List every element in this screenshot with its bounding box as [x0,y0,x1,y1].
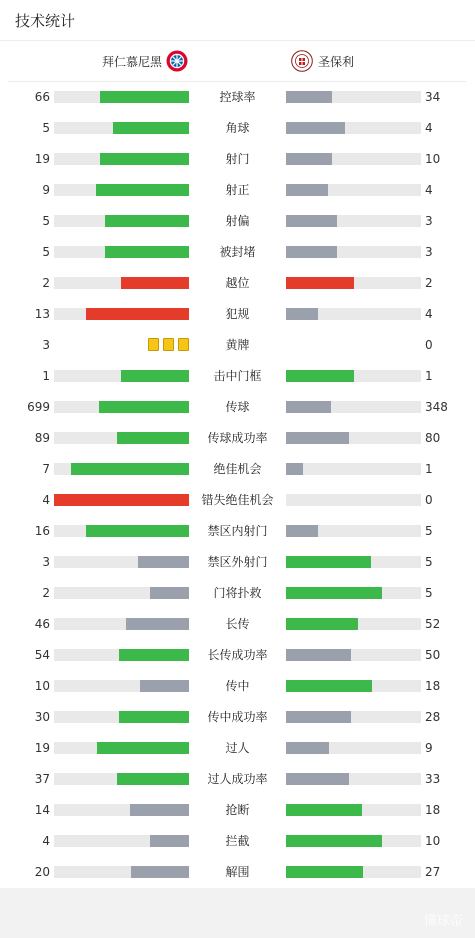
divider [0,40,475,41]
away-value: 0 [425,338,433,352]
home-bar-fill [117,432,189,444]
stat-label: 错失绝佳机会 [201,493,274,507]
home-value: 14 [34,803,50,817]
away-value: 5 [425,524,433,538]
away-bar-track [286,153,421,165]
away-bar-fill [286,308,318,320]
stat-label: 射门 [225,152,250,166]
away-value: 1 [425,462,433,476]
away-bar-track [286,866,421,878]
home-bar-fill [119,711,189,723]
away-bar-fill [286,370,354,382]
away-value: 34 [425,90,441,104]
yellow-card-icon [148,338,159,351]
stat-label: 角球 [225,121,250,135]
stat-label: 控球率 [219,90,256,104]
stat-label: 解围 [225,865,250,879]
yellow-card-icon [178,338,189,351]
away-value: 52 [425,617,441,631]
stat-label: 犯规 [225,307,250,321]
home-value: 13 [34,307,50,321]
home-bar-track [54,866,189,878]
stat-row [0,862,475,882]
home-bar-fill [97,742,189,754]
stat-label: 击中门框 [213,369,262,383]
away-bar-fill [286,680,372,692]
home-bar-track [54,494,189,506]
away-value: 9 [425,741,433,755]
home-bar-track [54,525,189,537]
home-bar-track [54,401,189,413]
away-bar-track [286,463,421,475]
away-bar-fill [286,649,351,661]
home-bar-fill [100,91,189,103]
home-bar-track [54,587,189,599]
home-bar-fill [138,556,189,568]
home-value: 5 [42,245,50,259]
bayern-munich-crest-icon [166,50,188,72]
away-value: 3 [425,214,433,228]
away-bar-track [286,277,421,289]
away-bar-track [286,432,421,444]
home-bar-track [54,773,189,785]
away-value: 80 [425,431,441,445]
away-value: 1 [425,369,433,383]
stat-row [0,118,475,138]
watermark: 懂球帝 [423,914,463,929]
home-bar-track [54,184,189,196]
home-bar-track [54,277,189,289]
stat-row [0,490,475,510]
home-value: 30 [34,710,50,724]
home-bar-fill [150,587,189,599]
away-value: 348 [425,400,448,414]
away-bar-fill [286,711,351,723]
stat-row [0,645,475,665]
away-bar-track [286,370,421,382]
away-value: 10 [425,834,441,848]
away-bar-track [286,587,421,599]
home-bar-track [54,649,189,661]
away-bar-fill [286,184,328,196]
away-bar-fill [286,618,358,630]
stat-row [0,614,475,634]
home-bar-track [54,370,189,382]
home-value: 16 [34,524,50,538]
away-bar-fill [286,246,337,258]
home-value: 3 [42,555,50,569]
away-bar-fill [286,401,331,413]
stat-row [0,459,475,479]
away-value: 5 [425,586,433,600]
stat-row [0,304,475,324]
home-bar-track [54,153,189,165]
away-bar-fill [286,122,345,134]
home-bar-fill [121,370,189,382]
home-value: 10 [34,679,50,693]
stat-label: 抢断 [225,803,250,817]
away-team-name: 圣保利 [318,54,355,69]
home-value: 66 [34,90,50,104]
home-bar-fill [96,184,189,196]
stat-label: 过人 [225,741,250,755]
stat-row [0,242,475,262]
home-yellow-cards [148,338,189,352]
stat-label: 射正 [225,183,250,197]
away-bar-track [286,649,421,661]
home-value: 5 [42,214,50,228]
stat-row [0,552,475,572]
home-bar-track [54,835,189,847]
home-bar-fill [130,804,189,816]
home-bar-fill [99,401,189,413]
away-value: 18 [425,679,441,693]
home-bar-track [54,742,189,754]
stat-row [0,769,475,789]
away-bar-track [286,804,421,816]
home-bar-track [54,618,189,630]
home-value: 699 [27,400,50,414]
stat-label: 长传成功率 [207,648,268,662]
away-bar-fill [286,742,329,754]
away-value: 0 [425,493,433,507]
home-bar-fill [117,773,189,785]
stat-label: 传中成功率 [207,710,268,724]
away-bar-fill [286,91,332,103]
home-value: 4 [42,493,50,507]
away-bar-track [286,494,421,506]
stat-row [0,366,475,386]
stat-row [0,428,475,448]
home-team-name: 拜仁慕尼黑 [102,54,163,69]
away-bar-track [286,525,421,537]
home-bar-fill [105,246,189,258]
away-bar-track [286,711,421,723]
stat-label: 过人成功率 [207,772,268,786]
away-bar-track [286,122,421,134]
stat-label: 门将扑救 [213,586,262,600]
away-value: 3 [425,245,433,259]
away-bar-fill [286,587,382,599]
divider [8,81,466,82]
st-pauli-crest-icon [291,50,313,72]
home-bar-fill [100,153,189,165]
home-bar-track [54,246,189,258]
stat-row [0,335,475,355]
stat-row [0,831,475,851]
away-value: 33 [425,772,441,786]
page-title: 技术统计 [15,12,76,30]
stat-row [0,149,475,169]
stat-label: 射偏 [225,214,250,228]
away-value: 4 [425,307,433,321]
away-value: 27 [425,865,441,879]
away-bar-track [286,184,421,196]
home-bar-track [54,556,189,568]
home-value: 20 [34,865,50,879]
away-bar-fill [286,432,349,444]
home-value: 46 [34,617,50,631]
stat-row [0,87,475,107]
away-value: 10 [425,152,441,166]
stat-row [0,521,475,541]
stat-row [0,180,475,200]
away-bar-track [286,680,421,692]
home-bar-fill [113,122,189,134]
home-bar-fill [131,866,189,878]
away-value: 2 [425,276,433,290]
stat-row [0,273,475,293]
stat-label: 传中 [225,679,250,693]
away-bar-fill [286,525,318,537]
home-bar-fill [86,525,189,537]
away-bar-track [286,618,421,630]
away-bar-track [286,401,421,413]
stat-label: 被封堵 [219,245,256,259]
home-value: 2 [42,586,50,600]
stat-label: 长传 [225,617,250,631]
home-value: 1 [42,369,50,383]
home-bar-fill [86,308,189,320]
home-value: 7 [42,462,50,476]
yellow-card-icon [163,338,174,351]
away-bar-fill [286,866,363,878]
away-bar-fill [286,463,303,475]
home-value: 37 [34,772,50,786]
stat-row [0,800,475,820]
home-bar-fill [119,649,189,661]
home-value: 19 [34,152,50,166]
away-value: 28 [425,710,441,724]
home-bar-track [54,680,189,692]
away-value: 18 [425,803,441,817]
stat-row [0,211,475,231]
stat-label: 传球 [225,400,250,414]
away-bar-track [286,246,421,258]
away-bar-fill [286,773,349,785]
stat-label: 越位 [225,276,250,290]
stat-row [0,738,475,758]
home-value: 4 [42,834,50,848]
home-bar-track [54,463,189,475]
stat-label: 拦截 [225,834,250,848]
away-bar-track [286,742,421,754]
away-bar-fill [286,835,382,847]
home-value: 3 [42,338,50,352]
home-value: 54 [34,648,50,662]
away-bar-track [286,215,421,227]
away-bar-track [286,773,421,785]
stat-label: 禁区外射门 [207,555,268,569]
home-bar-track [54,215,189,227]
stat-row [0,707,475,727]
home-bar-track [54,804,189,816]
home-bar-fill [126,618,189,630]
away-bar-track [286,835,421,847]
away-bar-fill [286,215,337,227]
stat-row [0,676,475,696]
stat-row [0,397,475,417]
home-bar-track [54,122,189,134]
away-value: 50 [425,648,441,662]
away-team[interactable] [291,48,354,74]
home-value: 9 [42,183,50,197]
away-value: 5 [425,555,433,569]
home-value: 2 [42,276,50,290]
stat-row [0,583,475,603]
stat-label: 传球成功率 [207,431,268,445]
away-bar-fill [286,277,354,289]
away-bar-track [286,91,421,103]
stat-label: 黄牌 [225,338,250,352]
away-bar-track [286,308,421,320]
home-bar-fill [105,215,189,227]
home-bar-track [54,432,189,444]
home-bar-fill [150,835,189,847]
home-value: 89 [34,431,50,445]
home-team[interactable] [102,48,188,74]
home-bar-track [54,711,189,723]
home-value: 5 [42,121,50,135]
home-bar-track [54,91,189,103]
away-bar-fill [286,804,362,816]
away-value: 4 [425,121,433,135]
home-bar-fill [140,680,189,692]
stat-label: 禁区内射门 [207,524,268,538]
away-bar-fill [286,556,371,568]
home-bar-fill [54,494,189,506]
away-value: 4 [425,183,433,197]
away-bar-track [286,556,421,568]
stat-label: 绝佳机会 [213,462,262,476]
away-bar-fill [286,153,332,165]
home-bar-fill [121,277,189,289]
home-value: 19 [34,741,50,755]
home-bar-track [54,308,189,320]
home-bar-fill [71,463,189,475]
